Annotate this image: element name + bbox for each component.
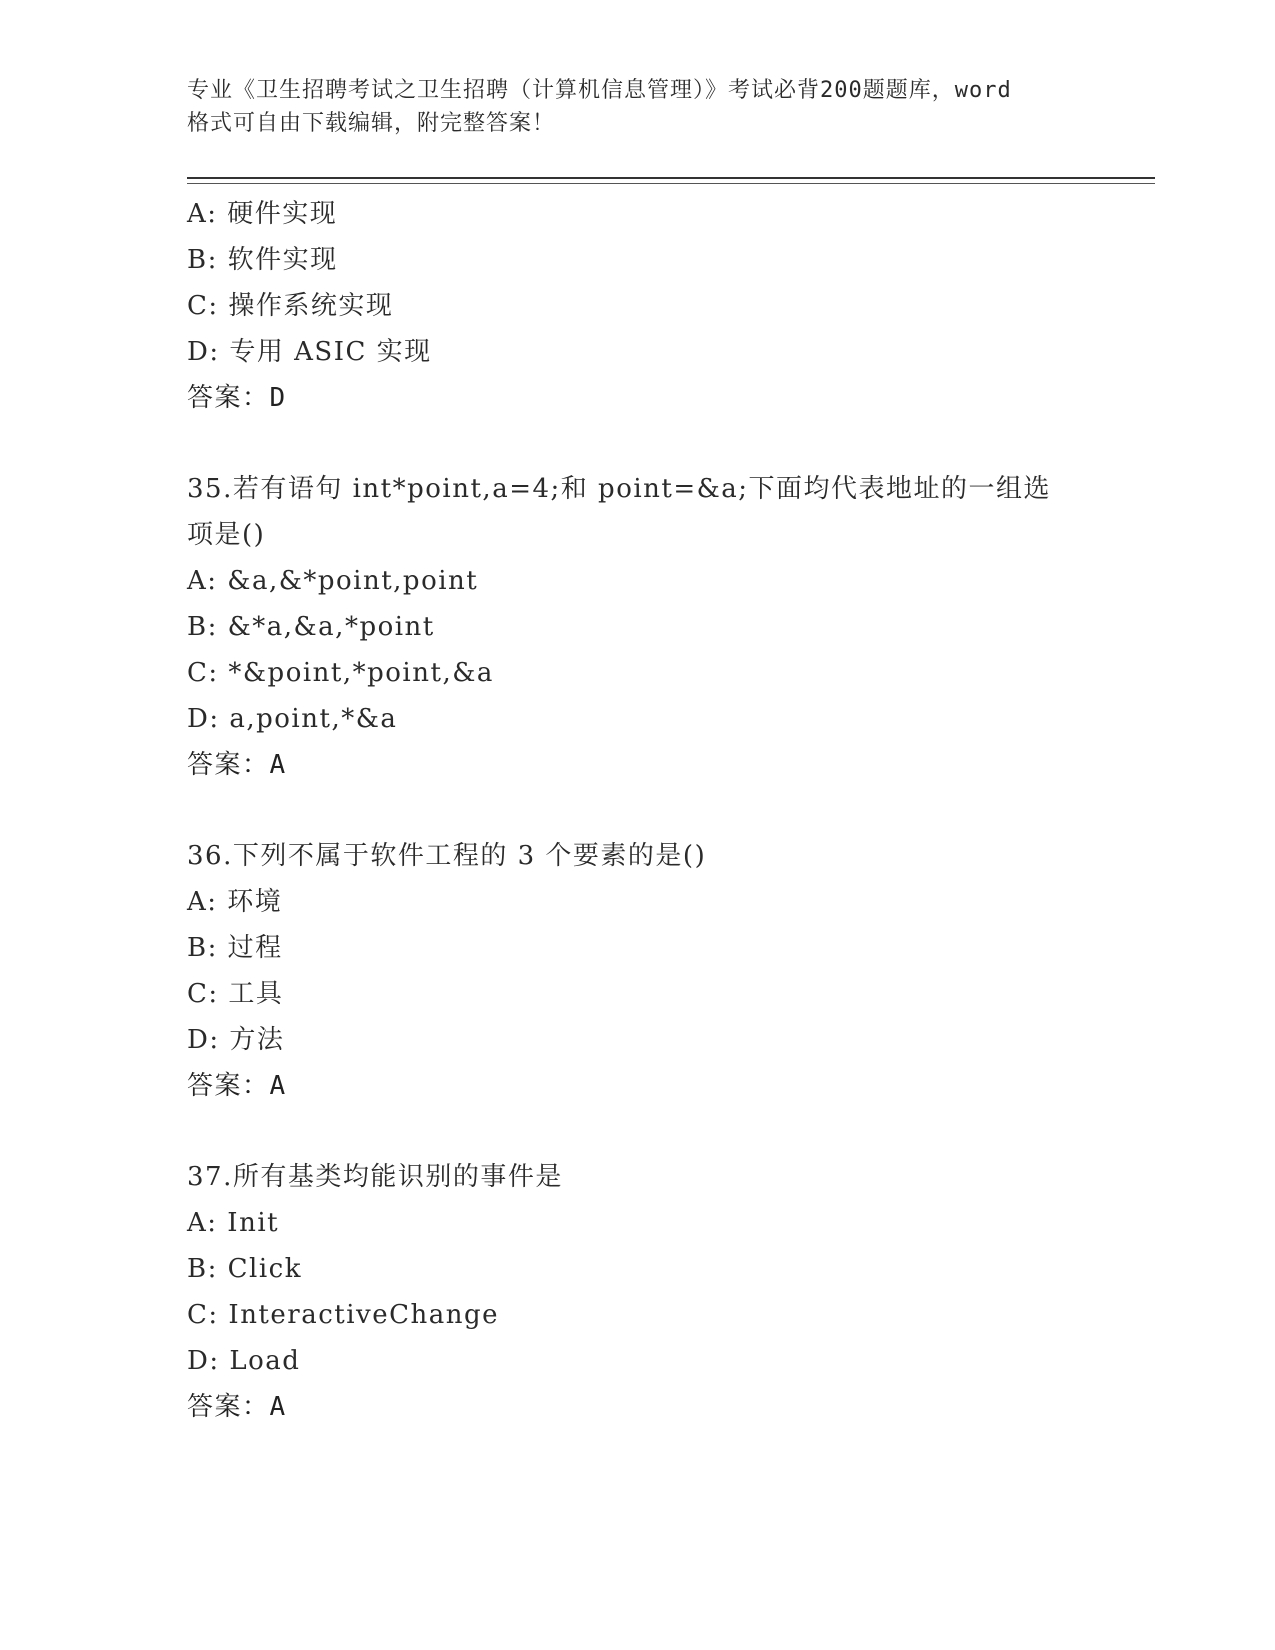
option-d: D: Load bbox=[187, 1346, 301, 1376]
answer-label: 答案：D bbox=[187, 383, 287, 413]
option-a: A: Init bbox=[187, 1208, 280, 1238]
question-block-34 bbox=[187, 191, 1087, 421]
question-block-37 bbox=[187, 1154, 1087, 1430]
header-title-line-1: 专业《卫生招聘考试之卫生招聘（计算机信息管理）》考试必背200题题库，word bbox=[187, 78, 1012, 103]
document-header bbox=[187, 74, 1087, 140]
option-a: A: 硬件实现 bbox=[187, 199, 338, 229]
option-c: C: 工具 bbox=[187, 979, 284, 1009]
question-text: 37.所有基类均能识别的事件是 bbox=[187, 1162, 563, 1192]
option-b: B: 软件实现 bbox=[187, 245, 338, 275]
header-rule-thin bbox=[187, 183, 1155, 184]
header-title-line-2: 格式可自由下载编辑，附完整答案！ bbox=[187, 111, 556, 136]
question-text: 35.若有语句 int*point,a=4;和 point=&a;下面均代表地址的一组选项是() bbox=[187, 474, 1052, 550]
question-block-35 bbox=[187, 466, 1087, 788]
option-c: C: 操作系统实现 bbox=[187, 291, 394, 321]
header-rule-thick bbox=[187, 177, 1155, 179]
option-c: C: *&point,*point,&a bbox=[187, 658, 494, 688]
option-c: C: InteractiveChange bbox=[187, 1300, 500, 1330]
question-block-36 bbox=[187, 833, 1087, 1109]
option-a: A: &a,&*point,point bbox=[187, 566, 479, 596]
answer-label: 答案：A bbox=[187, 1392, 287, 1422]
question-text: 36.下列不属于软件工程的 3 个要素的是() bbox=[187, 841, 707, 871]
option-d: D: 专用 ASIC 实现 bbox=[187, 337, 432, 367]
option-b: B: &*a,&a,*point bbox=[187, 612, 435, 642]
question-list bbox=[187, 191, 1087, 1430]
answer-label: 答案：A bbox=[187, 1071, 287, 1101]
option-a: A: 环境 bbox=[187, 887, 283, 917]
option-d: D: 方法 bbox=[187, 1025, 285, 1055]
option-d: D: a,point,*&a bbox=[187, 704, 398, 734]
answer-label: 答案：A bbox=[187, 750, 287, 780]
option-b: B: Click bbox=[187, 1254, 302, 1284]
option-b: B: 过程 bbox=[187, 933, 283, 963]
